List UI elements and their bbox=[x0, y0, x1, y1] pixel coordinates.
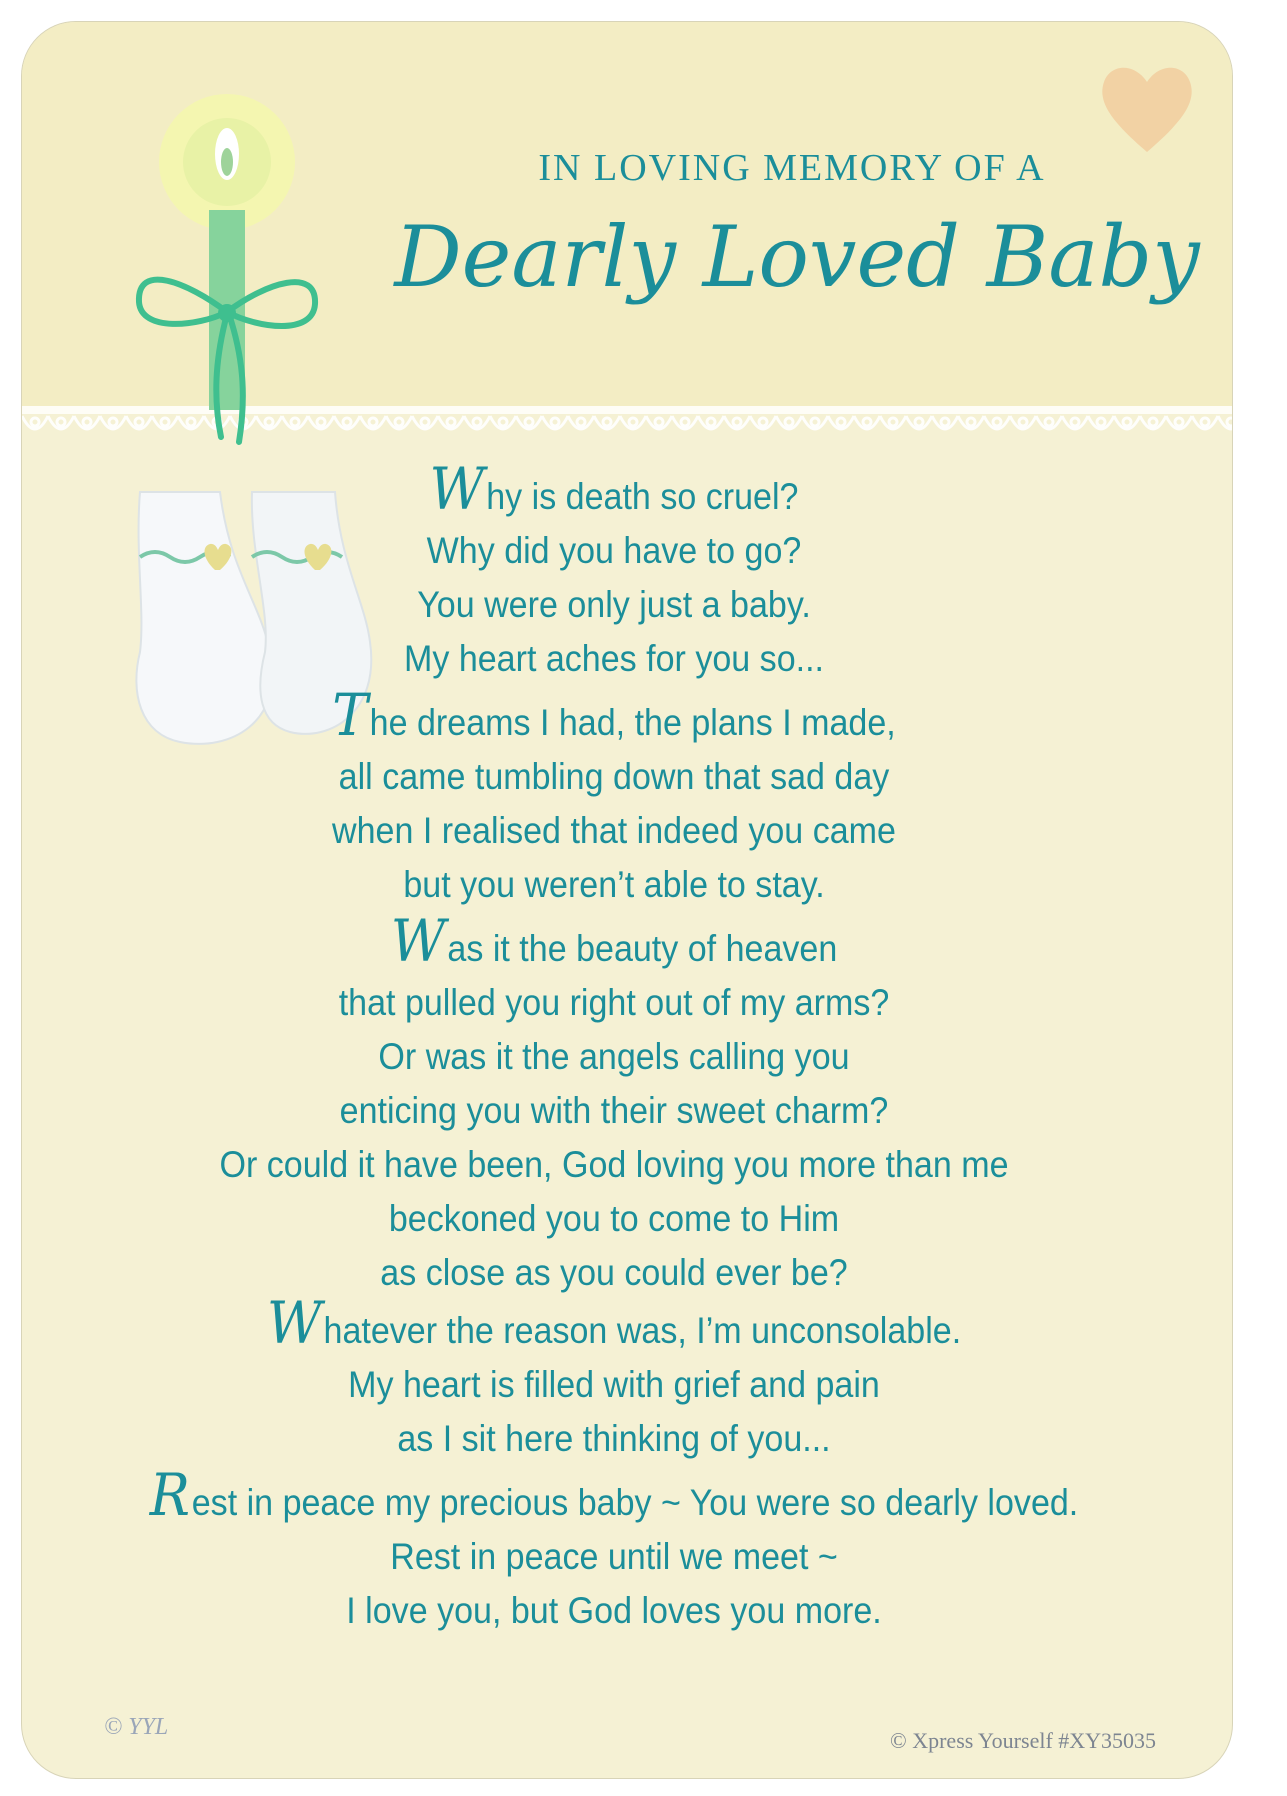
poem-line: as close as you could ever be? bbox=[380, 1252, 848, 1293]
poem-line: Why is death so cruel? bbox=[429, 455, 799, 523]
poem-line: Why did you have to go? bbox=[426, 530, 802, 571]
poem-line: You were only just a baby. bbox=[417, 584, 811, 625]
stanza-2 bbox=[274, 681, 955, 912]
poem-line: that pulled you right out of my arms? bbox=[338, 982, 890, 1023]
card-title: Dearly Loved Baby bbox=[394, 208, 1200, 306]
poem-line: The dreams I had, the plans I made, bbox=[332, 681, 896, 749]
poem-line: Rest in peace until we meet ~ bbox=[390, 1536, 838, 1577]
footer-credit: © Xpress Yourself #XY35035 bbox=[890, 1728, 1157, 1753]
candle-icon bbox=[117, 92, 377, 472]
copyright-mark: © YYL bbox=[104, 1714, 169, 1740]
poem-line: Rest in peace my precious baby ~ You were so dearly loved. bbox=[149, 1461, 1079, 1529]
poem-line: I love you, but God loves you more. bbox=[346, 1590, 882, 1631]
poem-line: Or could it have been, God loving you more than me bbox=[219, 1144, 1009, 1185]
poem-line: beckoned you to come to Him bbox=[388, 1198, 840, 1239]
drop-cap: R bbox=[149, 1461, 190, 1529]
poem-line: Whatever the reason was, I’m unconsolable. bbox=[266, 1289, 962, 1357]
memorial-card bbox=[22, 22, 1232, 1778]
poem-line: all came tumbling down that sad day bbox=[338, 756, 890, 797]
stanza-3 bbox=[191, 907, 1037, 1300]
stanza-4 bbox=[191, 1289, 1037, 1466]
poem-line: enticing you with their sweet charm? bbox=[339, 1090, 889, 1131]
poem bbox=[62, 455, 1166, 1638]
stanza-5 bbox=[62, 1461, 1166, 1638]
poem-line: My heart is filled with grief and pain bbox=[348, 1364, 880, 1405]
poem-line: My heart aches for you so... bbox=[403, 638, 825, 679]
poem-line: Was it the beauty of heaven bbox=[390, 907, 838, 975]
header-line: IN LOVING MEMORY OF A bbox=[538, 147, 1046, 189]
drop-cap: W bbox=[266, 1289, 322, 1357]
poem-line: Or was it the angels calling you bbox=[378, 1036, 850, 1077]
drop-cap: T bbox=[332, 681, 368, 749]
poem-line: as I sit here thinking of you... bbox=[397, 1418, 831, 1459]
poem-line: but you weren’t able to stay. bbox=[403, 864, 825, 905]
drop-cap: W bbox=[429, 455, 485, 523]
poem-line: when I realised that indeed you came bbox=[332, 810, 896, 851]
drop-cap: W bbox=[390, 907, 446, 975]
stanza-1 bbox=[274, 455, 955, 686]
